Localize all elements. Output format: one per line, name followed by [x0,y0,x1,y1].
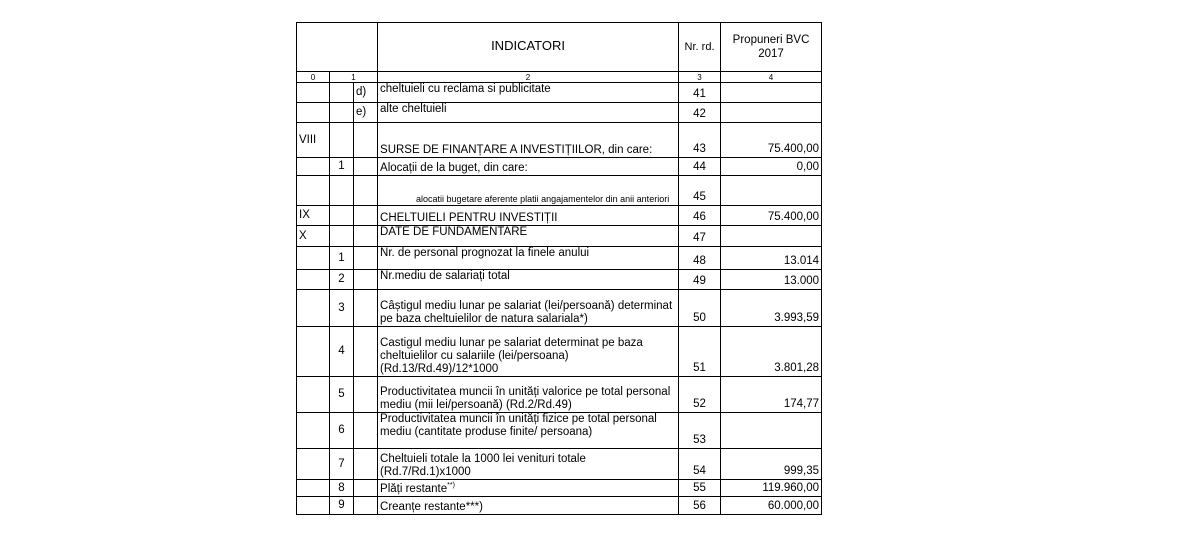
header-row [297,23,822,72]
table-row [297,497,822,515]
row-letter: e) [354,103,378,123]
row-letter [354,377,378,413]
row-value: 75.400,00 [721,206,822,226]
table-row [297,103,822,123]
row-value: 60.000,00 [721,497,822,515]
table-row [297,413,822,449]
col-number: 2 [378,72,679,83]
row-indicator: Nr. de personal prognozat la finele anului [378,247,679,270]
row-subindex: 4 [330,327,354,377]
row-chapter [297,290,330,327]
header-blank-cell [297,23,378,72]
row-letter [354,206,378,226]
row-number: 48 [679,247,721,270]
table-row [297,377,822,413]
row-subindex [330,206,354,226]
row-chapter: IX [297,206,330,226]
table-row [297,270,822,290]
row-chapter [297,83,330,103]
row-chapter [297,327,330,377]
row-subindex: 9 [330,497,354,515]
row-indicator: DATE DE FUNDAMENTARE [378,226,679,247]
row-number: 42 [679,103,721,123]
row-subindex [330,123,354,158]
row-value: 3.801,28 [721,327,822,377]
row-subindex: 7 [330,449,354,480]
row-number: 51 [679,327,721,377]
row-letter [354,247,378,270]
row-indicator-text: Plăți restante [380,483,448,495]
header-nr-rd: Nr. rd. [679,23,721,72]
row-value: 999,35 [721,449,822,480]
row-subindex: 2 [330,270,354,290]
row-chapter [297,377,330,413]
indicators-table [296,22,822,515]
row-letter [354,270,378,290]
table-row [297,206,822,226]
row-letter [354,226,378,247]
table-row [297,158,822,176]
header-propuneri-bvc: Propuneri BVC 2017 [721,23,822,72]
row-indicator: Câștigul mediu lunar pe salariat (lei/persoană) determinat pe baza cheltuielilor de natura salariala*) [378,290,679,327]
row-chapter: X [297,226,330,247]
row-number: 45 [679,176,721,206]
row-chapter [297,247,330,270]
row-subindex [330,176,354,206]
row-indicator: Creanțe restante***) [378,497,679,515]
header-indicatori: INDICATORI [378,23,679,72]
row-value [721,176,822,206]
row-number: 47 [679,226,721,247]
row-number: 41 [679,83,721,103]
row-subindex: 3 [330,290,354,327]
row-value [721,103,822,123]
row-subindex: 5 [330,377,354,413]
row-letter [354,176,378,206]
row-chapter [297,158,330,176]
col-number: 0 [297,72,330,83]
row-value: 13.000 [721,270,822,290]
row-letter: d) [354,83,378,103]
row-subindex [330,83,354,103]
table-row [297,247,822,270]
col-number: 3 [679,72,721,83]
row-chapter [297,103,330,123]
row-chapter [297,176,330,206]
row-number: 56 [679,497,721,515]
table-row [297,449,822,480]
row-letter [354,158,378,176]
row-number: 44 [679,158,721,176]
row-chapter [297,497,330,515]
col-number: 4 [721,72,822,83]
row-indicator: cheltuieli cu reclama si publicitate [378,83,679,103]
row-subindex: 6 [330,413,354,449]
row-chapter: VIII [297,123,330,158]
row-letter [354,290,378,327]
row-number: 53 [679,413,721,449]
row-letter [354,449,378,480]
row-value: 119.960,00 [721,480,822,497]
row-number: 52 [679,377,721,413]
row-indicator: Alocații de la buget, din care: [378,158,679,176]
row-value [721,226,822,247]
row-indicator: Castigul mediu lunar pe salariat determinat pe baza cheltuielilor cu salariile (lei/persoana) (Rd.13/Rd.49)/12*1000 [378,327,679,377]
row-value: 3.993,59 [721,290,822,327]
column-number-row [297,72,822,83]
row-letter [354,327,378,377]
row-letter [354,480,378,497]
row-chapter [297,270,330,290]
row-letter [354,123,378,158]
footnote-marker: **) [447,482,455,490]
row-value [721,413,822,449]
table-row [297,123,822,158]
row-number: 50 [679,290,721,327]
table-row [297,176,822,206]
row-indicator: Productivitatea muncii în unități fizice pe total personal mediu (cantitate produse finite/ persoana) [378,413,679,449]
row-number: 55 [679,480,721,497]
row-indicator: alocatii bugetare aferente platii angajamentelor din anii anteriori [378,176,679,206]
row-indicator: Cheltuieli totale la 1000 lei venituri totale (Rd.7/Rd.1)x1000 [378,449,679,480]
row-letter [354,497,378,515]
row-number: 49 [679,270,721,290]
row-subindex [330,226,354,247]
table-row [297,226,822,247]
row-value: 13.014 [721,247,822,270]
row-subindex: 1 [330,158,354,176]
row-chapter [297,480,330,497]
row-chapter [297,413,330,449]
row-subindex [330,103,354,123]
table-row [297,290,822,327]
row-number: 43 [679,123,721,158]
row-subindex: 1 [330,247,354,270]
row-indicator: alte cheltuieli [378,103,679,123]
row-letter [354,413,378,449]
row-number: 54 [679,449,721,480]
table-row [297,83,822,103]
row-indicator: Nr.mediu de salariați total [378,270,679,290]
row-chapter [297,449,330,480]
row-value [721,83,822,103]
table-row [297,327,822,377]
row-number: 46 [679,206,721,226]
table-row [297,480,822,497]
col-number: 1 [330,72,378,83]
row-indicator: CHELTUIELI PENTRU INVESTIȚII [378,206,679,226]
row-subindex: 8 [330,480,354,497]
row-indicator [378,480,679,497]
row-value: 174,77 [721,377,822,413]
row-indicator: Productivitatea muncii în unități valorice pe total personal mediu (mii lei/persoană) (Rd.2/Rd.49) [378,377,679,413]
row-indicator: SURSE DE FINANȚARE A INVESTIȚIILOR, din care: [378,123,679,158]
row-value: 75.400,00 [721,123,822,158]
row-value: 0,00 [721,158,822,176]
